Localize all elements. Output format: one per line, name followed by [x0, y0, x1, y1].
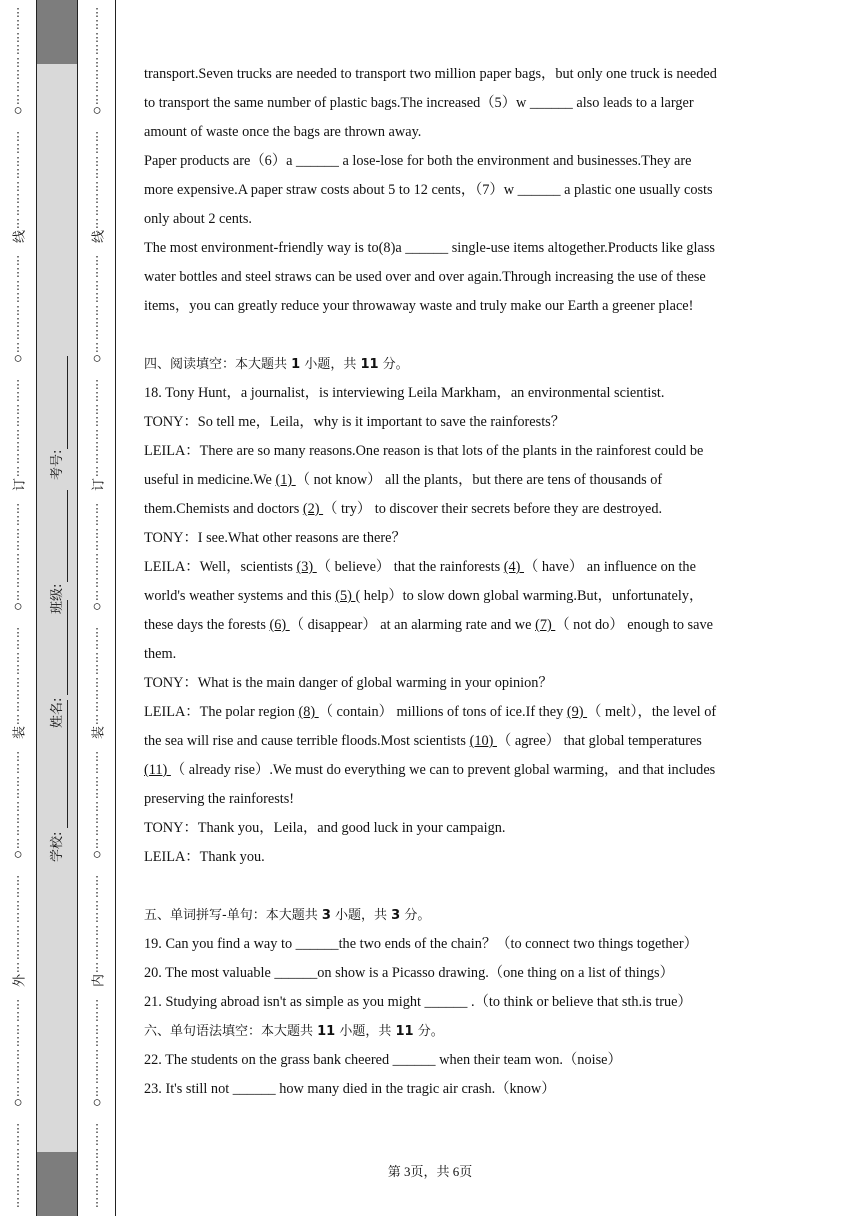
binding-dot: ⋮ — [12, 763, 24, 776]
binding-circle-mark: ○ — [13, 599, 23, 615]
outer-binding-label-0: 外 — [12, 974, 28, 988]
blank-11: (11) — [144, 762, 171, 778]
blank-2: (2) — [302, 501, 324, 517]
binding-dot: ⋮ — [91, 391, 103, 404]
binding-circle-mark: ○ — [92, 847, 102, 863]
binding-dot: ⋮ — [12, 577, 24, 590]
dialogue-leila-3: LEILA：The polar region (8) （ contain） millions of tons of ice.If they (9) （ melt），the level of the sea will rise and cause terrible floods.Most scientists (10) （ agree） that global temperatures (11) （ already rise）.We must do everything we can to prevent global warming，and that includes preserving the rainforests! — [144, 704, 717, 807]
question-18-intro: 18. Tony Hunt，a journalist，is interviewing Leila Markham，an environmental scientist. — [144, 385, 665, 401]
binding-dot: ⋮ — [91, 193, 103, 205]
binding-dot: ⋮ — [91, 763, 103, 776]
binding-dot: ⋮ — [91, 131, 103, 143]
binding-dot: ⋮ — [91, 205, 103, 218]
blank-9: (9) — [566, 704, 588, 720]
binding-dot: ⋮ — [91, 887, 103, 900]
class-field: 班级: — [50, 583, 65, 614]
binding-dot: ⋮ — [91, 813, 103, 825]
binding-dot: ⋮ — [12, 143, 24, 156]
binding-dot: ⋮ — [12, 465, 24, 478]
binding-dot: ⋮ — [12, 19, 24, 32]
passage-paragraph-2: Paper products are（6）a ______ a lose-lose for both the environment and businesses.They are more expensive.A paper straw costs about 5 to 12 cents，（7）w ______ a plastic one usually costs only about 2 cents. — [144, 153, 713, 227]
binding-dot: ⋮ — [91, 651, 103, 664]
outer-binding-label-3: 线 — [12, 230, 28, 244]
binding-dot: ⋮ — [91, 577, 103, 590]
binding-dot: ⋮ — [91, 899, 103, 912]
binding-dot: ⋮ — [12, 155, 24, 168]
binding-dot: ⋮ — [12, 788, 24, 801]
blank-3: (3) — [296, 559, 317, 575]
binding-dot: ⋮ — [91, 1172, 103, 1185]
binding-dot: ⋮ — [12, 912, 24, 925]
dialogue-tony-4: TONY：Thank you，Leila，and good luck in your campaign. — [144, 820, 506, 836]
dialogue-leila-2: LEILA：Well，scientists (3) （ believe） that the rainforests (4) （ have） an influence on the world's weather systems and this (5) ( help）to slow down global warming.But，unfortunately，these days the forests (6) （ disappear） at an alarming rate and we (7) （ not do） enough to save them. — [144, 559, 713, 662]
binding-dot: ⋮ — [12, 93, 24, 106]
binding-dot: ⋮ — [12, 193, 24, 205]
binding-dot: ⋮ — [91, 949, 103, 962]
binding-dot: ⋮ — [12, 317, 24, 329]
binding-dot: ⋮ — [91, 503, 103, 515]
blank-5: (5) — [335, 588, 356, 604]
dialogue-leila-1: LEILA：There are so many reasons.One reason is that lots of the plants in the rainforest could be useful in medicine.We (1) （ not know） all the plants，but there are tens of thousands of them.Chemists and doctors (2) （ try） to discover their secrets before they are destroyed. — [144, 443, 704, 517]
binding-dot: ⋮ — [91, 69, 103, 81]
binding-dot: ⋮ — [91, 1123, 103, 1135]
binding-circle-mark: ○ — [92, 351, 102, 367]
binding-dot: ⋮ — [12, 441, 24, 453]
school-field: 学校: — [50, 831, 65, 862]
binding-dot: ⋮ — [12, 403, 24, 416]
binding-dot: ⋮ — [91, 639, 103, 652]
binding-dot: ⋮ — [91, 924, 103, 937]
binding-dot: ⋮ — [12, 540, 24, 553]
binding-dot: ⋮ — [91, 1011, 103, 1024]
page-content — [144, 60, 718, 1104]
binding-dot: ⋮ — [12, 751, 24, 763]
question-20: 20. The most valuable ______on show is a Picasso drawing.（one thing on a list of things） — [144, 965, 674, 981]
passage-paragraph-3: The most environment-friendly way is to(8)a ______ single-use items altogether.Products like glass water bottles and steel straws can be used over and over again.Through increasing the use of these items，you can greatly reduce your throwaway waste and truly make our Earth a greener place! — [144, 240, 715, 314]
blank-8: (8) — [298, 704, 319, 720]
name-blank-line — [67, 600, 68, 695]
binding-dot: ⋮ — [91, 341, 103, 354]
binding-dot: ⋮ — [91, 1085, 103, 1098]
binding-circle-mark: ○ — [92, 1095, 102, 1111]
binding-circle-mark: ○ — [92, 103, 102, 119]
binding-dot: ⋮ — [91, 837, 103, 850]
binding-dot: ⋮ — [91, 217, 103, 230]
dialogue-leila-4: LEILA：Thank you. — [144, 849, 265, 865]
binding-dot: ⋮ — [91, 44, 103, 57]
binding-dot: ⋮ — [12, 627, 24, 639]
section-4-title: 四、阅读填空：本大题共 1 小题，共 11 分。 — [144, 357, 409, 372]
binding-dot: ⋮ — [12, 205, 24, 218]
binding-dot: ⋮ — [12, 292, 24, 305]
binding-dot: ⋮ — [12, 1011, 24, 1024]
binding-dot: ⋮ — [12, 825, 24, 838]
binding-dot: ⋮ — [91, 56, 103, 69]
binding-dot: ⋮ — [91, 937, 103, 949]
binding-dot: ⋮ — [12, 837, 24, 850]
inner-binding-label-3: 线 — [91, 230, 107, 244]
binding-dot: ⋮ — [91, 515, 103, 528]
inner-binding-label-1: 装 — [91, 726, 107, 740]
binding-dot: ⋮ — [12, 503, 24, 515]
binding-dot: ⋮ — [12, 813, 24, 825]
binding-dot: ⋮ — [12, 428, 24, 441]
binding-circle-mark: ○ — [13, 847, 23, 863]
binding-dot: ⋮ — [12, 379, 24, 391]
binding-dot: ⋮ — [91, 999, 103, 1011]
binding-dot: ⋮ — [91, 403, 103, 416]
outer-binding-label-2: 订 — [12, 478, 28, 492]
question-19: 19. Can you find a way to ______the two ends of the chain？（to connect two things together） — [144, 936, 698, 952]
binding-dot: ⋮ — [91, 1160, 103, 1173]
binding-dot: ⋮ — [12, 899, 24, 912]
binding-dot: ⋮ — [91, 453, 103, 466]
binding-dot: ⋮ — [91, 589, 103, 602]
binding-dot: ⋮ — [91, 180, 103, 193]
binding-margin-outer — [0, 0, 37, 1216]
binding-dot: ⋮ — [91, 912, 103, 925]
binding-dot: ⋮ — [12, 552, 24, 565]
section-6-title: 六、单句语法填空：本大题共 11 小题，共 11 分。 — [144, 1024, 444, 1039]
binding-dot: ⋮ — [12, 267, 24, 280]
binding-dot: ⋮ — [91, 317, 103, 329]
binding-dot: ⋮ — [12, 7, 24, 19]
outer-binding-label-1: 装 — [12, 726, 28, 740]
binding-dot: ⋮ — [12, 999, 24, 1011]
binding-dot: ⋮ — [12, 453, 24, 466]
binding-dot: ⋮ — [12, 800, 24, 813]
binding-dot: ⋮ — [91, 1073, 103, 1086]
dialogue-tony-3: TONY：What is the main danger of global warming in your opinion？ — [144, 675, 553, 691]
binding-dot: ⋮ — [12, 1147, 24, 1160]
binding-dot: ⋮ — [12, 168, 24, 181]
binding-dot: ⋮ — [12, 689, 24, 701]
binding-dot: ⋮ — [91, 155, 103, 168]
binding-dot: ⋮ — [91, 304, 103, 317]
binding-dot: ⋮ — [91, 875, 103, 887]
binding-dot: ⋮ — [91, 788, 103, 801]
binding-dot: ⋮ — [12, 1185, 24, 1197]
question-23: 23. It's still not ______ how many died in the tragic air crash.（know） — [144, 1081, 556, 1097]
exam-number-blank-line — [67, 356, 68, 449]
binding-dot: ⋮ — [91, 255, 103, 267]
binding-dot: ⋮ — [12, 304, 24, 317]
binding-dot: ⋮ — [12, 651, 24, 664]
binding-dot: ⋮ — [12, 1135, 24, 1148]
binding-dot: ⋮ — [12, 949, 24, 962]
binding-dot: ⋮ — [91, 329, 103, 342]
binding-dot: ⋮ — [91, 441, 103, 453]
binding-circle-mark: ○ — [13, 351, 23, 367]
binding-dot: ⋮ — [12, 527, 24, 540]
blank-1: (1) — [275, 472, 296, 488]
binding-dot: ⋮ — [91, 1036, 103, 1049]
binding-dot: ⋮ — [12, 279, 24, 292]
binding-dot: ⋮ — [91, 1147, 103, 1160]
binding-dot: ⋮ — [91, 800, 103, 813]
binding-dot: ⋮ — [12, 31, 24, 44]
binding-dot: ⋮ — [12, 1073, 24, 1086]
blank-10: (10) — [469, 733, 497, 749]
binding-dot: ⋮ — [91, 1197, 103, 1210]
binding-dot: ⋮ — [91, 775, 103, 788]
binding-dot: ⋮ — [91, 168, 103, 181]
binding-dot: ⋮ — [91, 540, 103, 553]
binding-dot: ⋮ — [12, 701, 24, 714]
binding-dot: ⋮ — [91, 93, 103, 106]
binding-dot: ⋮ — [91, 416, 103, 429]
binding-dot: ⋮ — [12, 81, 24, 94]
binding-dot: ⋮ — [12, 1172, 24, 1185]
binding-dot: ⋮ — [12, 1061, 24, 1073]
binding-dot: ⋮ — [12, 217, 24, 230]
binding-dot: ⋮ — [91, 565, 103, 577]
binding-dot: ⋮ — [12, 1036, 24, 1049]
binding-dot: ⋮ — [91, 81, 103, 94]
inner-dotted-line — [90, 0, 107, 1216]
binding-dot: ⋮ — [12, 391, 24, 404]
binding-dot: ⋮ — [12, 775, 24, 788]
binding-dot: ⋮ — [12, 131, 24, 143]
binding-dot: ⋮ — [12, 255, 24, 267]
question-21: 21. Studying abroad isn't as simple as you might ______ .（to think or believe that sth.is true） — [144, 994, 692, 1010]
binding-circle-mark: ○ — [13, 103, 23, 119]
binding-dot: ⋮ — [91, 292, 103, 305]
binding-dot: ⋮ — [12, 565, 24, 577]
name-field: 姓名: — [50, 697, 65, 728]
binding-dot: ⋮ — [12, 713, 24, 726]
section-5-title: 五、单词拼写-单句：本大题共 3 小题，共 3 分。 — [144, 908, 431, 923]
binding-dot: ⋮ — [91, 428, 103, 441]
binding-dot: ⋮ — [91, 279, 103, 292]
binding-dark-block-top — [37, 0, 77, 64]
outer-dotted-line — [11, 0, 28, 1216]
passage-paragraph-1: transport.Seven trucks are needed to transport two million paper bags，but only one truck is needed to transport the same number of plastic bags.The increased（5）w ______ also leads to a larger amount of waste once the bags are thrown away. — [144, 66, 717, 140]
binding-dot: ⋮ — [12, 1123, 24, 1135]
binding-dot: ⋮ — [12, 875, 24, 887]
binding-dot: ⋮ — [91, 627, 103, 639]
binding-dot: ⋮ — [12, 1023, 24, 1036]
binding-dot: ⋮ — [91, 19, 103, 32]
binding-dot: ⋮ — [91, 713, 103, 726]
inner-binding-label-0: 内 — [91, 974, 107, 988]
dialogue-tony-1: TONY：So tell me，Leila，why is it important to save the rainforests？ — [144, 414, 566, 430]
binding-dot: ⋮ — [12, 639, 24, 652]
binding-dot: ⋮ — [12, 69, 24, 81]
binding-dot: ⋮ — [12, 180, 24, 193]
binding-dot: ⋮ — [91, 825, 103, 838]
blank-7: (7) — [535, 617, 556, 633]
binding-dot: ⋮ — [12, 961, 24, 974]
binding-dot: ⋮ — [91, 1061, 103, 1073]
exam-number-field: 考号: — [50, 449, 65, 480]
binding-dot: ⋮ — [91, 961, 103, 974]
binding-dot: ⋮ — [12, 515, 24, 528]
binding-dot: ⋮ — [12, 416, 24, 429]
binding-dot: ⋮ — [91, 31, 103, 44]
binding-dot: ⋮ — [91, 527, 103, 540]
binding-dot: ⋮ — [91, 143, 103, 156]
blank-6: (6) — [269, 617, 290, 633]
binding-dot: ⋮ — [91, 664, 103, 677]
binding-dot: ⋮ — [91, 465, 103, 478]
binding-dot: ⋮ — [12, 1085, 24, 1098]
binding-dot: ⋮ — [91, 267, 103, 280]
binding-circle-mark: ○ — [13, 1095, 23, 1111]
binding-circle-mark: ○ — [92, 599, 102, 615]
binding-dot: ⋮ — [12, 1160, 24, 1173]
class-blank-line — [67, 490, 68, 582]
binding-dot: ⋮ — [12, 924, 24, 937]
binding-dot: ⋮ — [91, 1048, 103, 1061]
binding-dot: ⋮ — [91, 751, 103, 763]
binding-dot: ⋮ — [91, 379, 103, 391]
blank-4: (4) — [503, 559, 525, 575]
binding-dot: ⋮ — [91, 1135, 103, 1148]
binding-dot: ⋮ — [12, 589, 24, 602]
page-number-footer: 第 3页，共 6页 — [387, 1164, 473, 1179]
binding-dot: ⋮ — [91, 1185, 103, 1197]
binding-dot: ⋮ — [12, 341, 24, 354]
binding-dot: ⋮ — [91, 1023, 103, 1036]
binding-dot: ⋮ — [12, 1048, 24, 1061]
binding-dot: ⋮ — [12, 329, 24, 342]
dialogue-tony-2: TONY：I see.What other reasons are there？ — [144, 530, 406, 546]
binding-dot: ⋮ — [91, 689, 103, 701]
binding-dot: ⋮ — [12, 887, 24, 900]
binding-dot: ⋮ — [91, 676, 103, 689]
inner-binding-label-2: 订 — [91, 478, 107, 492]
binding-dot: ⋮ — [12, 664, 24, 677]
binding-dot: ⋮ — [91, 701, 103, 714]
binding-dot: ⋮ — [12, 44, 24, 57]
binding-dot: ⋮ — [12, 1197, 24, 1210]
binding-margin-inner — [78, 0, 116, 1216]
binding-dot: ⋮ — [12, 937, 24, 949]
binding-dot: ⋮ — [12, 676, 24, 689]
question-22: 22. The students on the grass bank cheered ______ when their team won.（noise） — [144, 1052, 622, 1068]
binding-dot: ⋮ — [91, 7, 103, 19]
binding-dot: ⋮ — [91, 552, 103, 565]
binding-dot: ⋮ — [12, 56, 24, 69]
